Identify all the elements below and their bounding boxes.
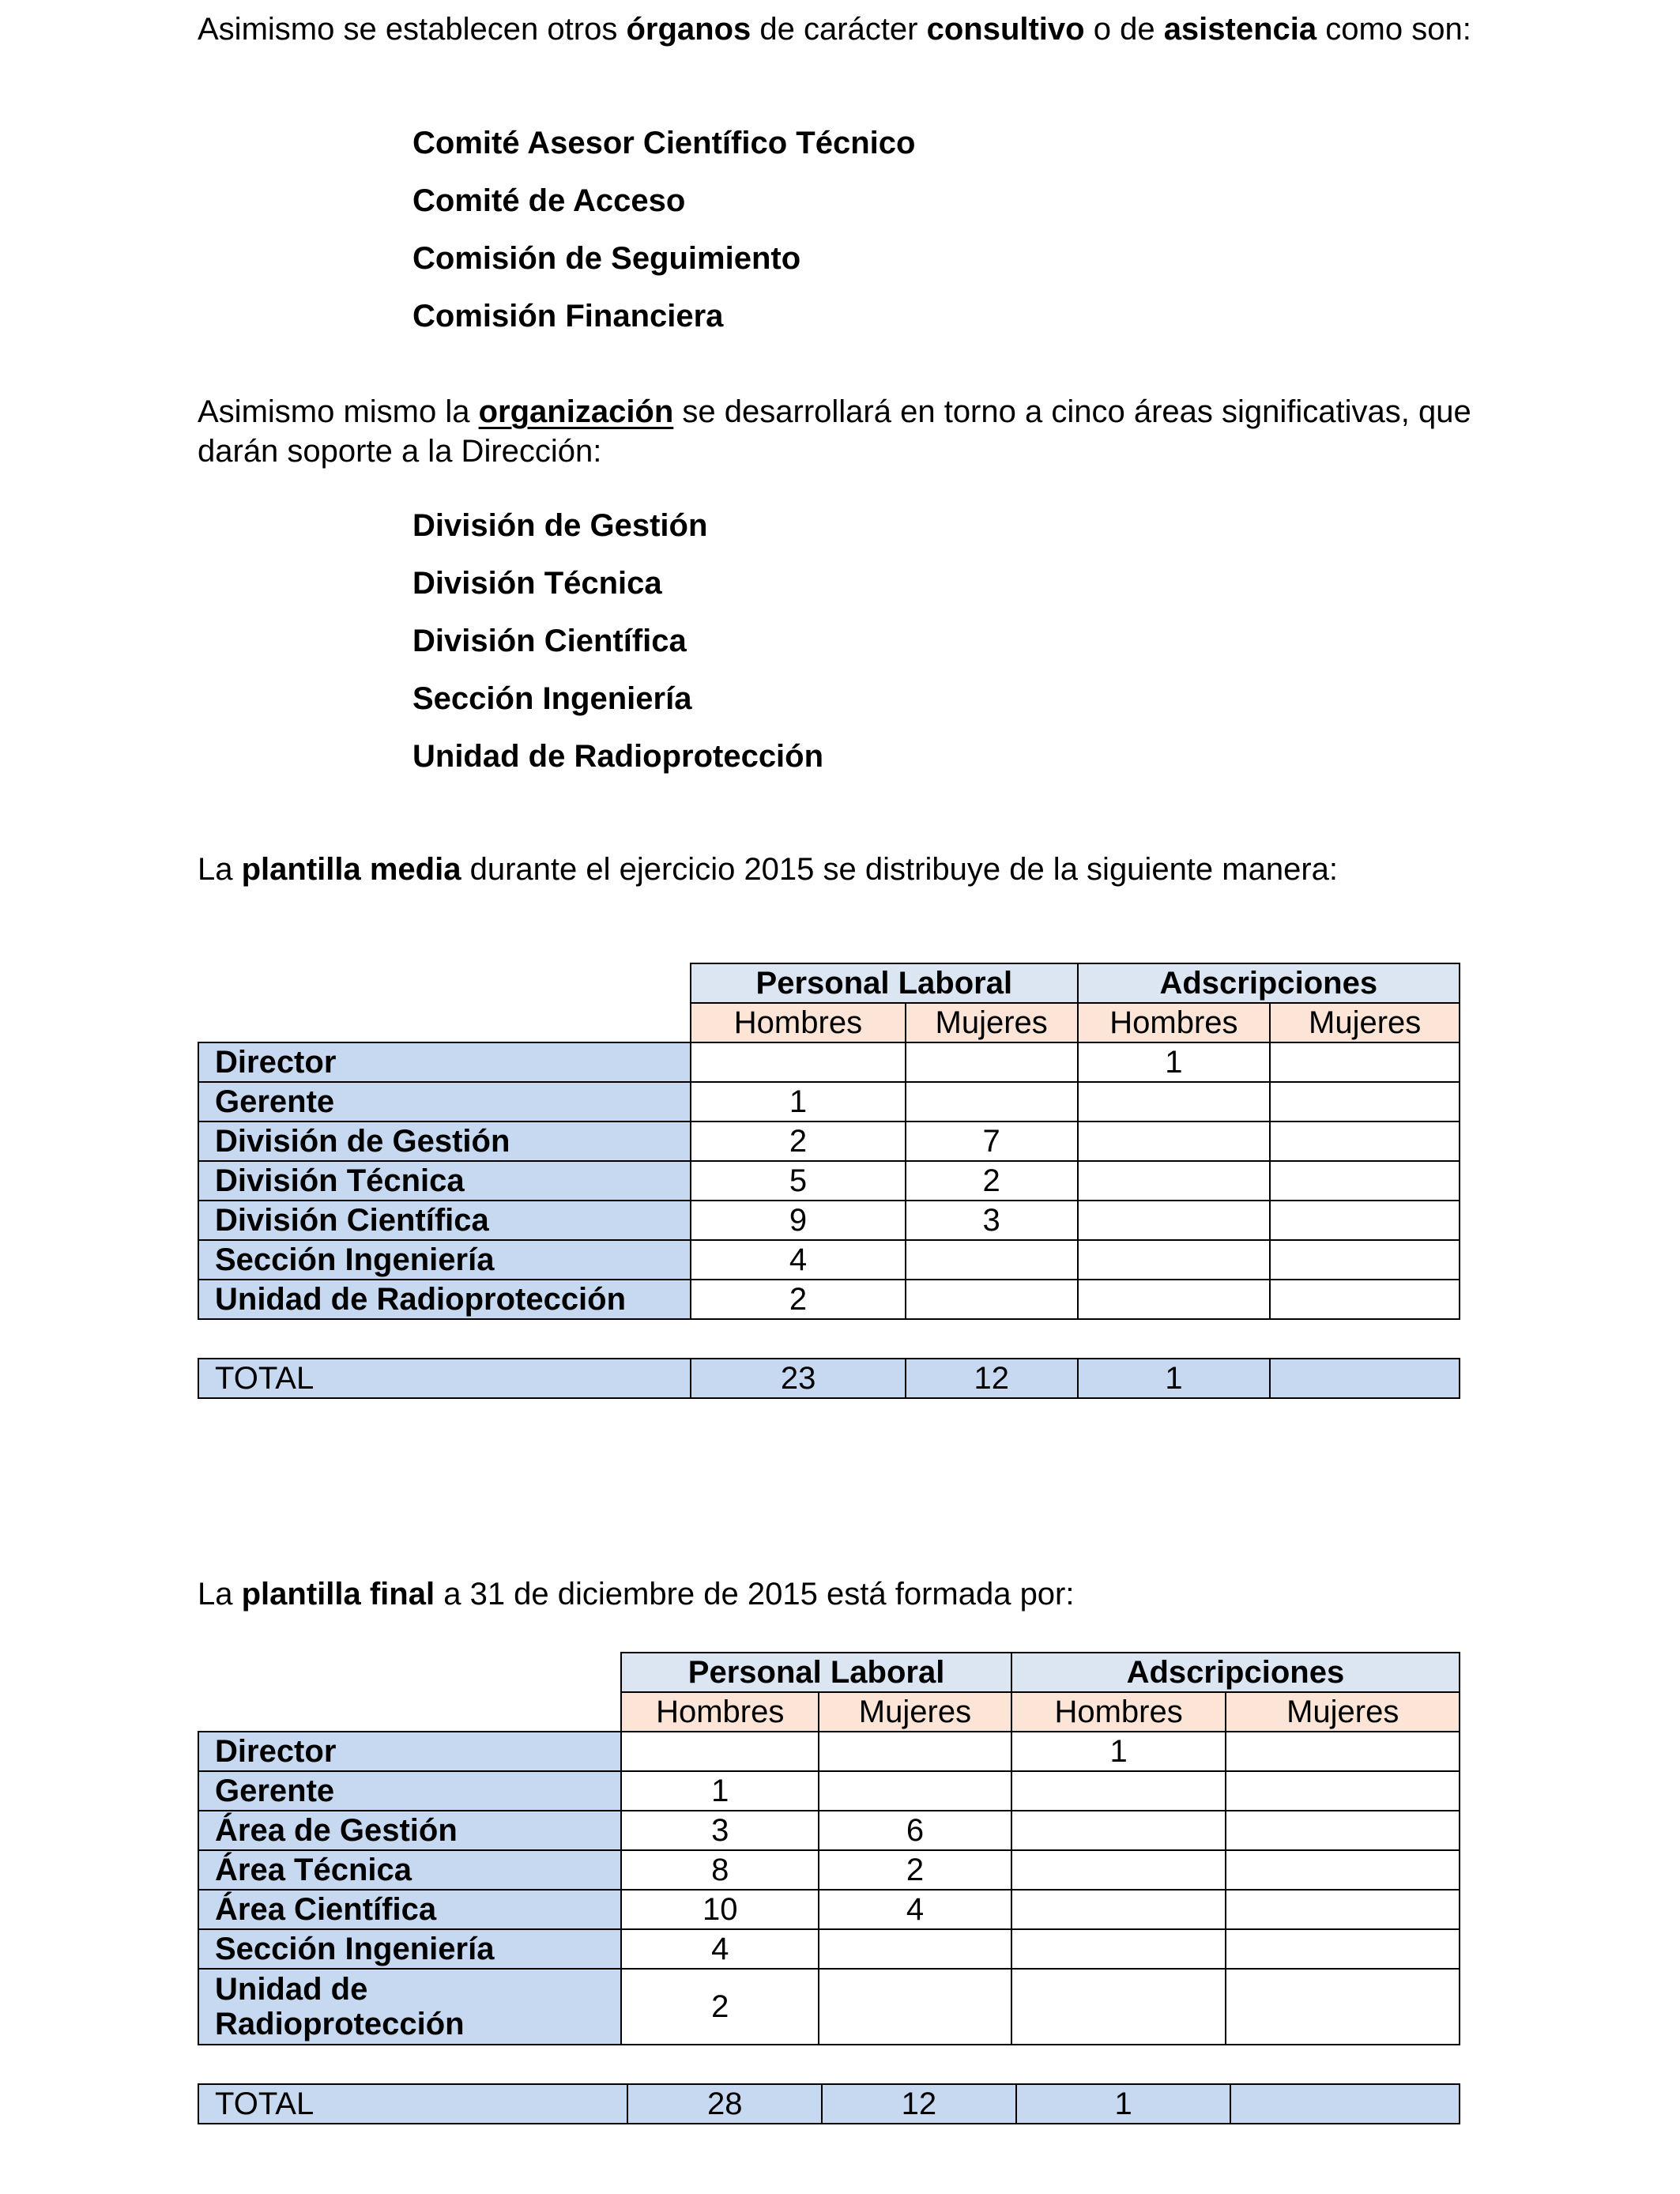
cell-value: [1226, 1850, 1460, 1890]
sub-header: Mujeres: [1226, 1692, 1460, 1732]
cell-value: 3: [621, 1811, 819, 1850]
table-sub-header-row: [198, 1003, 1460, 1042]
cell-value: [1270, 1280, 1460, 1319]
total-value: 28: [627, 2084, 822, 2124]
cell-value: [1226, 1890, 1460, 1929]
cell-value: 10: [621, 1890, 819, 1929]
cell-value: [1011, 1929, 1226, 1969]
cell-value: [819, 1969, 1011, 2045]
cell-value: [1078, 1280, 1271, 1319]
intro-text-4: como son:: [1317, 12, 1471, 47]
sub-header: Mujeres: [1270, 1003, 1460, 1042]
cell-value: 2: [819, 1850, 1011, 1890]
media-bold: plantilla media: [241, 852, 461, 887]
plantilla-final-table: [198, 1652, 1460, 2045]
table-row: [198, 1161, 1460, 1201]
cell-value: 3: [906, 1201, 1078, 1240]
area-item: División Científica: [412, 624, 687, 658]
row-label: Área Científica: [198, 1890, 621, 1929]
cell-value: [1078, 1082, 1271, 1122]
table-row: [198, 1240, 1460, 1280]
row-label: Director: [198, 1042, 691, 1082]
cell-value: 6: [819, 1811, 1011, 1850]
cell-value: [621, 1732, 819, 1771]
total-row: [198, 1359, 1460, 1398]
table-row: [198, 1850, 1460, 1890]
organo-item: Comité Asesor Científico Técnico: [412, 126, 916, 160]
total-value: 1: [1016, 2084, 1231, 2124]
cell-value: [1226, 1929, 1460, 1969]
cell-value: 1: [691, 1082, 906, 1122]
table-group-header-row: [198, 1653, 1460, 1692]
organizacion-paragraph: [198, 392, 1494, 471]
cell-value: [1226, 1732, 1460, 1771]
cell-value: [1078, 1201, 1271, 1240]
cell-value: [1011, 1771, 1226, 1811]
cell-value: [691, 1042, 906, 1082]
total-value: 12: [822, 2084, 1016, 2124]
row-label: División Científica: [198, 1201, 691, 1240]
total-value: 23: [691, 1359, 906, 1398]
intro-bold-consultivo: consultivo: [926, 12, 1085, 47]
final-bold: plantilla final: [241, 1577, 435, 1612]
sub-header: Mujeres: [819, 1692, 1011, 1732]
cell-value: [1078, 1122, 1271, 1161]
cell-value: 2: [691, 1122, 906, 1161]
intro-text-2: de carácter: [751, 12, 927, 47]
area-item: División Técnica: [412, 566, 662, 601]
row-label: División de Gestión: [198, 1122, 691, 1161]
intro-text-1: Asimismo se establecen otros: [198, 12, 627, 47]
table-row: [198, 1811, 1460, 1850]
table-row: [198, 1890, 1460, 1929]
cell-value: [1270, 1201, 1460, 1240]
cell-value: 8: [621, 1850, 819, 1890]
empty-corner: [198, 963, 691, 1003]
cell-value: [819, 1929, 1011, 1969]
group-header-personal-laboral: Personal Laboral: [691, 963, 1077, 1003]
cell-value: [1270, 1240, 1460, 1280]
empty-corner: [198, 1692, 621, 1732]
row-label: Sección Ingeniería: [198, 1240, 691, 1280]
table-row: [198, 1929, 1460, 1969]
table-row: [198, 1732, 1460, 1771]
sub-header: Hombres: [1011, 1692, 1226, 1732]
group-header-adscripciones: Adscripciones: [1011, 1653, 1460, 1692]
cell-value: [1226, 1969, 1460, 2045]
org-bold-organizacion: organización: [478, 394, 674, 429]
table-row: [198, 1969, 1460, 2045]
plantilla-final-total-table: [198, 2083, 1460, 2124]
plantilla-media-table: [198, 963, 1460, 1320]
final-text-2: a 31 de diciembre de 2015 está formada por:: [435, 1577, 1075, 1612]
cell-value: [1011, 1890, 1226, 1929]
sub-header: Hombres: [691, 1003, 906, 1042]
cell-value: [1011, 1811, 1226, 1850]
cell-value: 1: [1078, 1042, 1271, 1082]
media-text-2: durante el ejercicio 2015 se distribuye de la siguiente manera:: [461, 852, 1339, 887]
cell-value: [819, 1732, 1011, 1771]
row-label: Director: [198, 1732, 621, 1771]
media-text-1: La: [198, 852, 242, 887]
intro-bold-organos: órganos: [626, 12, 751, 47]
cell-value: [906, 1280, 1078, 1319]
row-label: Unidad de Radioprotección: [198, 1969, 621, 2045]
empty-corner: [198, 1653, 621, 1692]
cell-value: [1011, 1969, 1226, 2045]
cell-value: 4: [819, 1890, 1011, 1929]
intro-text-3: o de: [1084, 12, 1164, 47]
area-item: Sección Ingeniería: [412, 681, 692, 716]
cell-value: [1078, 1240, 1271, 1280]
cell-value: [1270, 1161, 1460, 1201]
group-header-adscripciones: Adscripciones: [1078, 963, 1460, 1003]
area-item: Unidad de Radioprotección: [412, 739, 824, 774]
total-value: 1: [1078, 1359, 1271, 1398]
table-group-header-row: [198, 963, 1460, 1003]
table-row: [198, 1042, 1460, 1082]
table-row: [198, 1771, 1460, 1811]
cell-value: [1226, 1811, 1460, 1850]
cell-value: 1: [1011, 1732, 1226, 1771]
organo-item: Comisión Financiera: [412, 299, 724, 334]
cell-value: [1270, 1082, 1460, 1122]
table-sub-header-row: [198, 1692, 1460, 1732]
plantilla-media-total-table: [198, 1358, 1460, 1399]
org-text-2: se desarrollará en torno a cinco áreas significativas, que darán soporte a la Dirección:: [198, 394, 1471, 469]
organo-item: Comisión de Seguimiento: [412, 241, 801, 276]
total-value: [1230, 2084, 1460, 2124]
cell-value: 2: [621, 1969, 819, 2045]
row-label: Sección Ingeniería: [198, 1929, 621, 1969]
cell-value: 9: [691, 1201, 906, 1240]
table-row: [198, 1201, 1460, 1240]
intro-paragraph: [198, 9, 1494, 49]
cell-value: [1270, 1042, 1460, 1082]
total-value: [1270, 1359, 1460, 1398]
row-label: Área de Gestión: [198, 1811, 621, 1850]
sub-header: Hombres: [1078, 1003, 1271, 1042]
cell-value: [906, 1082, 1078, 1122]
cell-value: 4: [691, 1240, 906, 1280]
cell-value: [1226, 1771, 1460, 1811]
sub-header: Mujeres: [906, 1003, 1078, 1042]
empty-corner: [198, 1003, 691, 1042]
organo-item: Comité de Acceso: [412, 183, 686, 218]
total-label: TOTAL: [198, 2084, 627, 2124]
plantilla-final-paragraph: [198, 1574, 1494, 1614]
group-header-personal-laboral: Personal Laboral: [621, 1653, 1011, 1692]
cell-value: [819, 1771, 1011, 1811]
cell-value: 7: [906, 1122, 1078, 1161]
row-label: Área Técnica: [198, 1850, 621, 1890]
cell-value: 2: [691, 1280, 906, 1319]
cell-value: [1078, 1161, 1271, 1201]
cell-value: [906, 1240, 1078, 1280]
intro-bold-asistencia: asistencia: [1163, 12, 1317, 47]
cell-value: 1: [621, 1771, 819, 1811]
row-label: División Técnica: [198, 1161, 691, 1201]
table-row: [198, 1280, 1460, 1319]
table-row: [198, 1082, 1460, 1122]
cell-value: [906, 1042, 1078, 1082]
row-label: Unidad de Radioprotección: [198, 1280, 691, 1319]
total-value: 12: [906, 1359, 1078, 1398]
sub-header: Hombres: [621, 1692, 819, 1732]
total-label: TOTAL: [198, 1359, 691, 1398]
cell-value: [1011, 1850, 1226, 1890]
area-item: División de Gestión: [412, 508, 708, 543]
cell-value: 2: [906, 1161, 1078, 1201]
final-text-1: La: [198, 1577, 242, 1612]
cell-value: 5: [691, 1161, 906, 1201]
cell-value: 4: [621, 1929, 819, 1969]
cell-value: [1270, 1122, 1460, 1161]
row-label: Gerente: [198, 1082, 691, 1122]
total-row: [198, 2084, 1460, 2124]
plantilla-media-paragraph: [198, 850, 1494, 889]
table-row: [198, 1122, 1460, 1161]
org-text-1: Asimismo mismo la: [198, 394, 479, 429]
row-label: Gerente: [198, 1771, 621, 1811]
